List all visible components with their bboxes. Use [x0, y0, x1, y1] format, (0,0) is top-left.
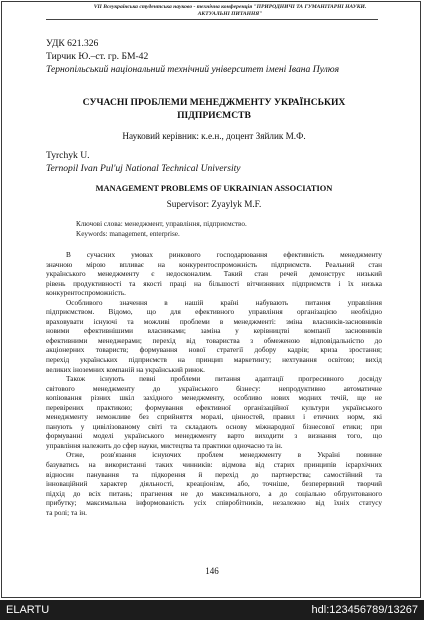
text-line: перехід українських підприємств на принцип маркетингу; нехтування освітою; вихід [46, 356, 382, 365]
article-body [46, 251, 382, 518]
text-line: відносин панування та підкорення й перехід до партнерства; самостійний та [46, 470, 382, 479]
text-line: інноваційний характер діяльності, креаціонізм, або, точніше, безперервний творчий [46, 480, 382, 489]
paragraph [46, 299, 382, 375]
text-line: світового менеджменту до українського бізнесу: непродуктивно автоматичне [46, 384, 382, 393]
text-line: перевірених практикою; формування ефективної організаційної культури українського [46, 403, 382, 412]
affiliation-en: Ternopil Ivan Pul'uj National Technical University [46, 163, 241, 174]
author-en: Tyrchyk U. [46, 150, 90, 161]
keywords-en: Keywords: management, enterprise. [76, 230, 180, 238]
supervisor-ua: Науковий керівник: к.е.н., доцент Зяйлик М.Ф. [122, 131, 306, 141]
title-ua-line: СУЧАСНІ ПРОБЛЕМИ МЕНЕДЖМЕНТУ УКРАЇНСЬКИХ [82, 97, 346, 108]
paragraph [46, 251, 382, 299]
text-line: акціонерних товариств; формування нової стратегії добору кадрів; криза зростання; [46, 346, 382, 355]
text-line: новими ефективнішими власниками; заміна у керівництві компанії засновників [46, 327, 382, 336]
udk-code: УДК 621.326 [46, 38, 99, 49]
author-ua: Тирчик Ю.–ст. гр. БМ-42 [46, 51, 149, 62]
title-ua [46, 96, 382, 122]
title-ua-line: ПІДПРИЄМСТВ [177, 110, 251, 121]
supervisor-en: Supervisor: Zyaylyk M.F. [166, 199, 262, 209]
text-line: формуванні моделі українського менеджменту варто виходити з визнання того, що [46, 432, 382, 441]
paragraph [46, 451, 382, 518]
text-line: В сучасних умовах ринкового господарювання ефективність менеджменту [66, 251, 382, 259]
text-line: Отже, розв'язання існуючих проблем менеджменту в Україні повинне [66, 451, 382, 460]
text-line: управління належить до сфер науки, мистецтва та практики одночасно та ін. [46, 441, 283, 450]
text-line: Особливого значення в нашій країні набувають питання управління [66, 298, 382, 307]
conference-header-line: VII Всеукраїнська студентська науково - технічна конференція "ПРИРОДНИЧІ ТА ГУМАНІТАРНІ НАУКИ. [93, 4, 367, 10]
conference-header-line: АКТУАЛЬНІ ПИТАННЯ" [197, 11, 263, 17]
affiliation-ua: Тернопільський національний технічний університет імені Івана Пулюя [46, 64, 340, 75]
keywords-ua: Ключові слова: менеджмент, управління, підприємство. [76, 220, 247, 228]
conference-header [40, 4, 420, 18]
title-en: MANAGEMENT PROBLEMS OF UKRAINIAN ASSOCIATION [95, 184, 333, 193]
handle-id: hdl:123456789/13267 [311, 604, 418, 616]
text-line: великих іноземних компаній на український ринок. [46, 365, 205, 374]
text-line: базуватись на використанні таких чинників: відмова від старих принципів ієрархічних [46, 461, 382, 470]
text-line: та ролі; та ін. [46, 508, 87, 517]
text-line: враховувати існуючі та можливі проблеми в менеджменті: зміна власників-засновників [46, 317, 382, 326]
text-line: значною мірою впливає на конкурентоспроможність підприємств. Реальний стан [46, 260, 382, 269]
text-line: Також існують певні проблеми питання адаптації прогресивного досвіду [66, 375, 382, 384]
paragraph [46, 375, 382, 451]
text-line: підприємством. Відомо, що для ефективного управління організацією необхідно [46, 308, 382, 317]
repository-name: ELARTU [6, 604, 50, 616]
page-number: 146 [205, 566, 219, 576]
header-divider [46, 19, 378, 20]
text-line: менеджменту неможливе без сприйняття моралі, цінностей, правил і етичних норм, які [46, 413, 382, 422]
text-line: панують у цивілізованому світі та складають основу міжнародної бізнесової етики; при [46, 422, 382, 431]
text-line: ефективними менеджерами; перехід від товариства з обмеженою відповідальністю до [46, 336, 382, 345]
text-line: рівень продуктивності та якості праці на більшості вітчизняних підприємств і їх низька [46, 279, 382, 288]
text-line: підхід до всіх питань; прагнення не до максимального, а до соціально обґрунтованого [46, 489, 382, 498]
text-line: прибутку; максимальна інформованість усіх співробітників, незалежно від їхніх статусу [46, 499, 382, 508]
text-line: українського менеджменту є недосконалим. Такий стан речей демонструє низький [46, 270, 382, 279]
text-line: конкурентоспроможність. [46, 289, 126, 298]
repository-footer [0, 600, 424, 620]
text-line: копіювання різних шкіл західного менеджменту, особливо нових модних течій, ще не [46, 394, 382, 403]
